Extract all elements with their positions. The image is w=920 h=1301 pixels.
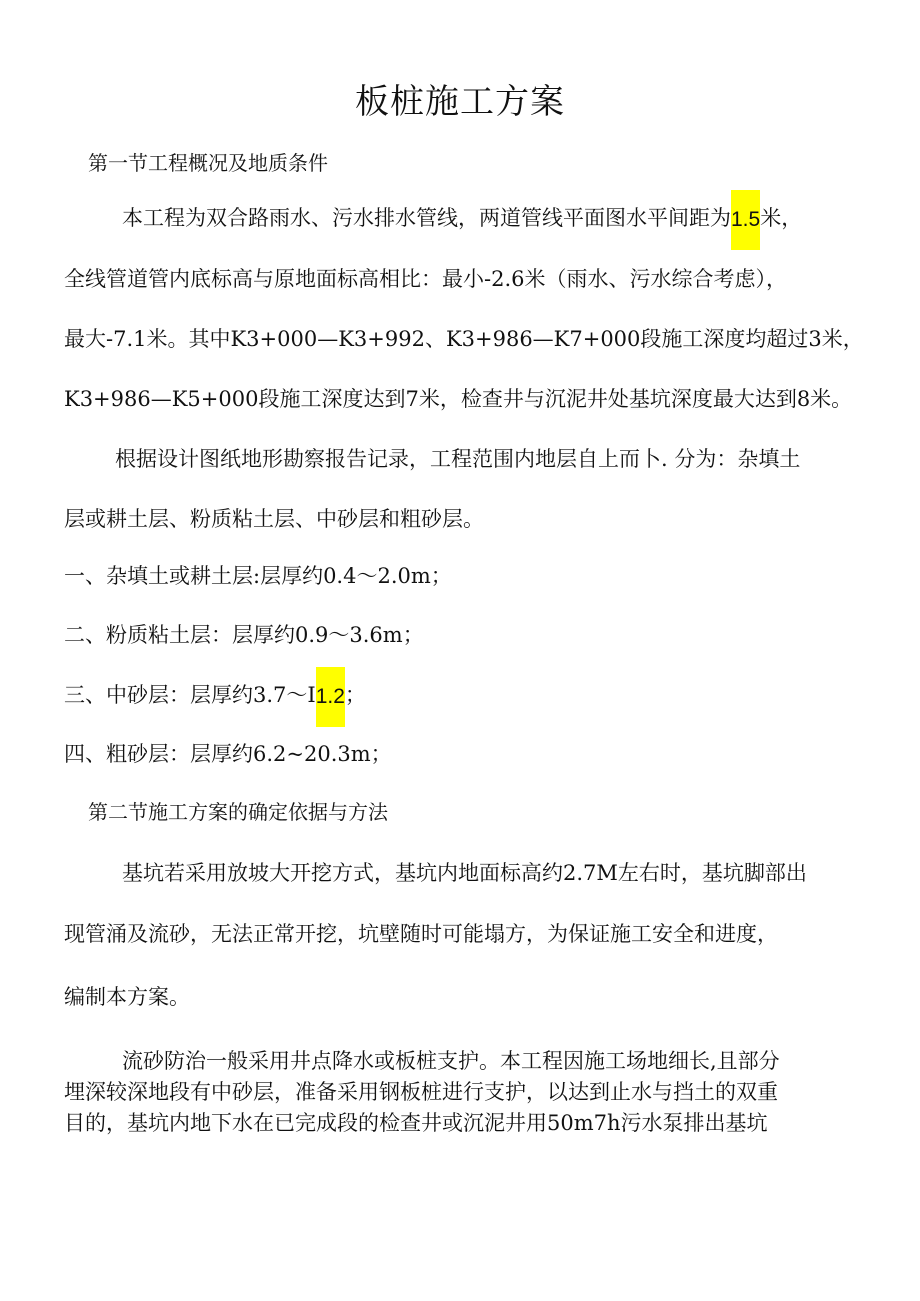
para-3-line-1: 基坑若采用放坡大开挖方式，基坑内地面标高约2.7M左右时，基坑脚部出: [122, 861, 807, 885]
para-4-line-3: 目的，基坑内地下水在已完成段的检查井或沉泥井用50m7h污水泵排出基坑: [64, 1111, 768, 1135]
layer-item-3-text-a: 三、中砂层：层厚约3.7～I: [64, 683, 316, 707]
para-4-line-1: 流砂防治一般采用井点降水或板桩支护。本工程因施工场地细长,且部分: [122, 1049, 780, 1073]
para-1-line-3: 最大-7.1米。其中K3+000—K3+992、K3+986—K7+000段施工深度均超过3米，: [64, 327, 864, 351]
para-2-line-1: 根据设计图纸地形勘察报告记录，工程范围内地层自上而卜. 分为：杂填土: [115, 447, 801, 471]
para-1-line-4: K3+986—K5+000段施工深度达到7米，检查井与沉泥井处基坑深度最大达到8米。: [64, 387, 853, 411]
para-3-line-3: 编制本方案。: [64, 985, 190, 1009]
layer-item-4: 四、粗砂层：层厚约6.2~20.3m；: [64, 742, 392, 766]
layer-item-1: 一、杂填土或耕土层:层厚约0.4～2.0m；: [64, 564, 452, 588]
para-1-line-1-text-b: 米，: [760, 206, 803, 230]
section-2-heading: 第二节施工方案的确定依据与方法: [88, 800, 388, 824]
document-title: 板桩施工方案: [355, 82, 565, 122]
para-1-line-2: 全线管道管内底标高与原地面标高相比：最小-2.6米（雨水、污水综合考虑），: [64, 267, 787, 291]
para-1-line-1-text-a: 本工程为双合路雨水、污水排水管线，两道管线平面图水平间距为: [122, 206, 731, 230]
para-3-line-2: 现管涌及流砂，无法正常开挖，坑壁随时可能塌方，为保证施工安全和进度，: [64, 922, 778, 946]
highlight-spacing-value: 1.5: [731, 190, 760, 250]
highlight-thickness-value: 1.2: [316, 667, 345, 727]
para-2-line-2: 层或耕土层、粉质粘土层、中砂层和粗砂层。: [64, 507, 484, 531]
layer-item-2: 二、粉质粘土层：层厚约0.9～3.6m；: [64, 623, 424, 647]
section-1-heading: 第一节工程概况及地质条件: [88, 151, 328, 175]
para-4-line-2: 埋深较深地段有中砂层，准备采用钢板桩进行支护，以达到止水与挡土的双重: [64, 1080, 778, 1104]
para-1-line-1: [122, 203, 802, 235]
layer-item-3: [64, 680, 366, 712]
layer-item-3-text-b: ；: [344, 683, 366, 707]
